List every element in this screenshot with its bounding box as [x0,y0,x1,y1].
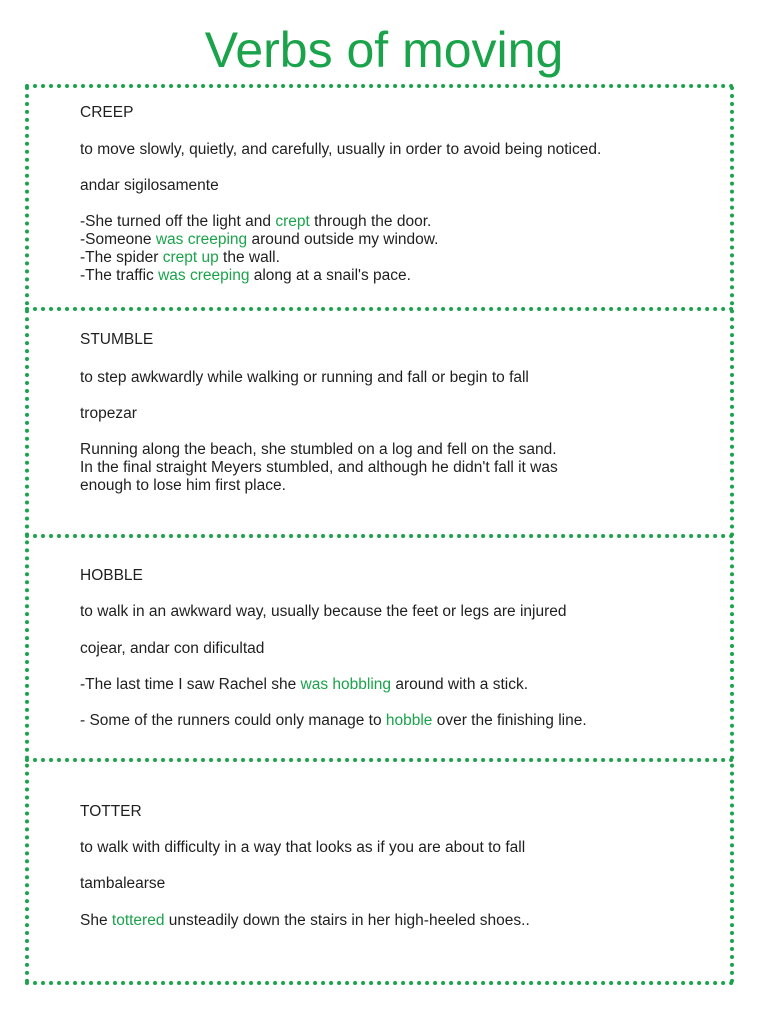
example-line: She tottered unsteadily down the stairs in her high-heeled shoes.. [80,912,530,929]
highlighted-verb: hobble [385,712,433,729]
section-divider [25,534,734,538]
highlighted-verb: was hobbling [300,676,392,693]
example-line: Running along the beach, she stumbled on a log and fell on the sand. [80,441,557,458]
section-divider [25,307,734,311]
section-divider [25,758,734,762]
example-line: In the final straight Meyers stumbled, and although he didn't fall it was [80,459,558,476]
example-line: -The last time I saw Rachel she was hobbling around with a stick. [80,676,528,693]
example-line: -Someone was creeping around outside my window. [80,231,439,248]
example-line: -The traffic was creeping along at a snail's pace. [80,267,411,284]
translation: tambalearse [80,875,166,892]
highlighted-verb: tottered [111,912,165,929]
example-line: -She turned off the light and crept through the door. [80,213,432,230]
frame-top-border [25,84,734,88]
translation: andar sigilosamente [80,177,219,194]
page-title: Verbs of moving [204,22,564,78]
definition: to walk with difficulty in a way that looks as if you are about to fall [80,839,526,856]
example-line: enough to lose him first place. [80,477,286,494]
headword: HOBBLE [80,567,143,584]
definition: to walk in an awkward way, usually because the feet or legs are injured [80,603,567,620]
translation: cojear, andar con dificultad [80,640,265,657]
definition: to step awkwardly while walking or running and fall or begin to fall [80,369,529,386]
examples [80,213,438,285]
example-line: - Some of the runners could only manage to hobble over the finishing line. [80,712,587,729]
frame-bottom-border [25,981,734,985]
headword: CREEP [80,104,134,121]
headword: STUMBLE [80,331,154,348]
highlighted-verb: crept up [162,249,219,266]
highlighted-verb: crept [275,213,310,230]
definition: to move slowly, quietly, and carefully, usually in order to avoid being noticed. [80,141,602,158]
headword: TOTTER [80,803,142,820]
highlighted-verb: was creeping [155,231,248,248]
example-line: -The spider crept up the wall. [80,249,280,266]
examples [80,441,558,495]
translation: tropezar [80,405,137,422]
highlighted-verb: was creeping [158,267,250,284]
